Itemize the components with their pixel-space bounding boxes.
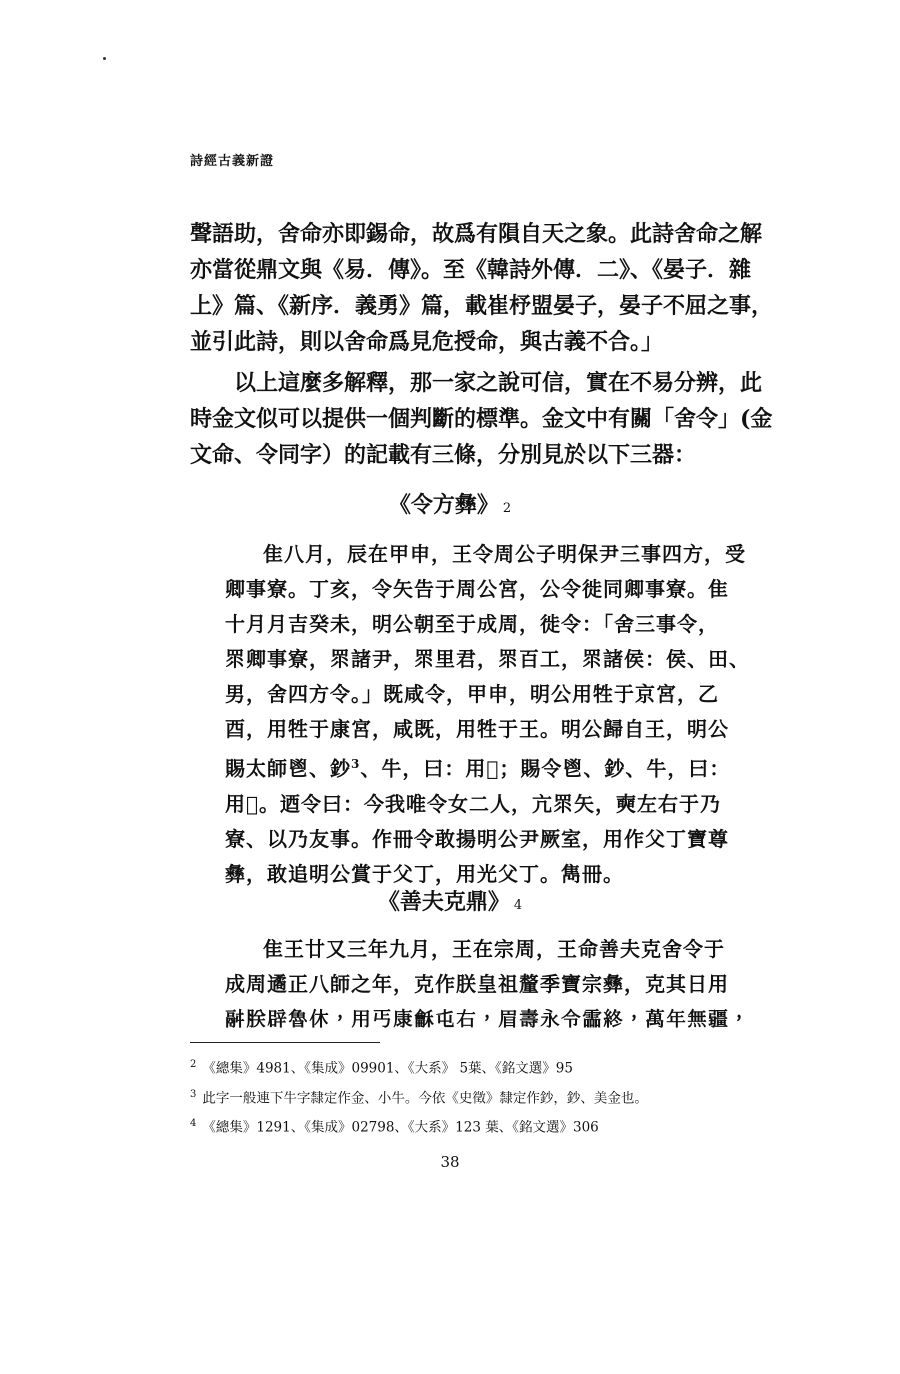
section-heading-shan-fu-ke-ding bbox=[0, 885, 900, 916]
running-head: 詩經古義新證 bbox=[190, 154, 275, 169]
section-heading-ling-fang-yi bbox=[0, 488, 900, 519]
prose-line: 時金文似可以提供一個判斷的標準。金文中有關「舍令」(金 bbox=[190, 406, 773, 432]
prose-line: 亦當從鼎文與《易．傳》。至《韓詩外傳．二》、《晏子．雜 bbox=[190, 257, 752, 283]
footnote-text: 此字一般連下牛字隸定作金、小牛。今依《史徵》隸定作鈔，鈔、美金也。 bbox=[202, 1090, 648, 1106]
footnote-ref: 3 bbox=[351, 757, 361, 771]
inscription-ling-fang-yi bbox=[225, 537, 775, 892]
footnote-number: 4 bbox=[190, 1118, 197, 1129]
inscription-text: 、牛，曰：用𥛍；賜令鬯、鈔、牛，曰： bbox=[360, 756, 731, 781]
inscription-line: 成周遹正八師之年，克作朕皇祖釐季寶宗彝，克其日用 bbox=[225, 972, 729, 996]
inscription-line: 隹八月，辰在甲申，王令周公子明保尹三事四方，受 bbox=[263, 542, 746, 566]
prose-line: 以上這麼多解釋，那一家之說可信，實在不易分辨，此 bbox=[234, 370, 763, 396]
footnote-ref: 2 bbox=[502, 501, 512, 516]
prose-line: 並引此詩，則以舍命爲見危授命，與古義不合。」 bbox=[190, 329, 664, 355]
inscription-line: 眔卿事寮，眔諸尹，眔里君，眔百工，眔諸侯：侯、田、 bbox=[225, 647, 750, 671]
inscription-line bbox=[225, 747, 775, 787]
inscription-text: 賜太師鬯、鈔 bbox=[225, 756, 351, 781]
prose-line: 上》篇、《新序．義勇》篇，載崔杼盟晏子，晏子不屈之事， bbox=[190, 293, 774, 319]
footnote-divider bbox=[190, 1042, 380, 1043]
footnote-text: 《總集》4981、《集成》09901、《大系》 5葉、《銘文選》95 bbox=[202, 1060, 573, 1077]
footnote-number: 2 bbox=[190, 1059, 197, 1070]
inscription-line: 𩰫朕辟魯休，用丐康龢屯右，眉壽永令霝終，萬年無疆， bbox=[225, 1007, 750, 1031]
footnote bbox=[190, 1082, 790, 1112]
prose-line: 聲語助，舍命亦即錫命，故爲有隕自天之象。此詩舍命之解 bbox=[190, 221, 763, 247]
footnote bbox=[190, 1052, 790, 1082]
inscription-line: 寮、以乃友事。作冊令敢揚明公尹厥室，用作父丁寶尊 bbox=[225, 826, 729, 851]
inscription-shan-fu-ke-ding bbox=[225, 932, 775, 1037]
prose-paragraph-continued bbox=[190, 216, 775, 360]
inscription-line: 卿事寮。丁亥，令矢告于周公宮，公令徙同卿事寮。隹 bbox=[225, 577, 729, 601]
inscription-line: 酉，用牲于康宮，咸既，用牲于王。明公歸自王，明公 bbox=[225, 717, 729, 741]
inscription-line: 隹王廿又三年九月，王在宗周，王命善夫克舍令于 bbox=[263, 937, 725, 961]
inscription-line: 男，舍四方令。」既咸令，甲申，明公用牲于京宮，乙 bbox=[225, 682, 719, 706]
footnote-number: 3 bbox=[190, 1088, 197, 1100]
footnotes bbox=[190, 1052, 790, 1141]
scan-speck bbox=[103, 57, 106, 60]
footnote-ref: 4 bbox=[513, 898, 523, 913]
heading-title: 《善夫克鼎》 bbox=[377, 889, 510, 915]
prose-line: 文命、令同字）的記載有三條，分別見於以下三器： bbox=[190, 442, 697, 468]
heading-title: 《令方彝》 bbox=[388, 492, 499, 518]
inscription-line: 彝，敢追明公賞于父丁，用光父丁。雋冊。 bbox=[225, 861, 624, 886]
footnote bbox=[190, 1111, 790, 1141]
prose-paragraph bbox=[190, 365, 775, 473]
inscription-line: 十月月吉癸未，明公朝至于成周，徙令：「舍三事令， bbox=[225, 612, 719, 636]
inscription-line: 用𥛍。迺令曰：今我唯令女二人，亢眔矢，奭左右于乃 bbox=[225, 791, 722, 816]
footnote-text: 《總集》1291、《集成》02798、《大系》123 葉、《銘文選》306 bbox=[202, 1119, 599, 1136]
page-number: 38 bbox=[440, 1153, 460, 1171]
